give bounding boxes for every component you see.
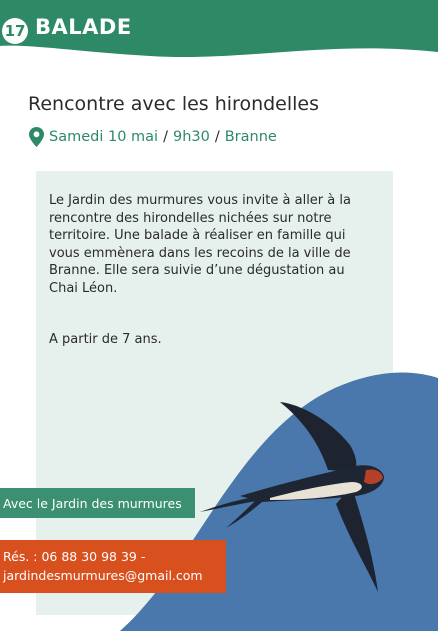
contact-email[interactable]: jardindesmurmures@gmail.com — [3, 568, 203, 583]
event-date: Samedi 10 mai — [49, 129, 159, 145]
age-requirement: A partir de 7 ans. — [49, 332, 162, 347]
category-label: BALADE — [35, 15, 132, 39]
event-time: 9h30 — [172, 129, 210, 145]
meta-separator: / — [163, 129, 168, 145]
event-description: Le Jardin des murmures vous invite à aller à la rencontre des hirondelles nichées sur notre territoire. Une balade à réaliser en famille qui vous emmènera dans les recoins de la ville de Branne. Elle sera suivie d’une dégustation au Chai Léon. — [49, 193, 351, 296]
organizer-tag: Avec le Jardin des murmures — [0, 488, 195, 518]
event-title: Rencontre avec les hirondelles — [28, 93, 320, 115]
contact-phone: Rés. : 06 88 30 98 39 - — [3, 549, 146, 564]
event-place: Branne — [224, 129, 277, 145]
contact-box — [0, 540, 226, 593]
meta-separator: / — [214, 129, 220, 145]
event-number-badge: 17 — [2, 18, 28, 44]
